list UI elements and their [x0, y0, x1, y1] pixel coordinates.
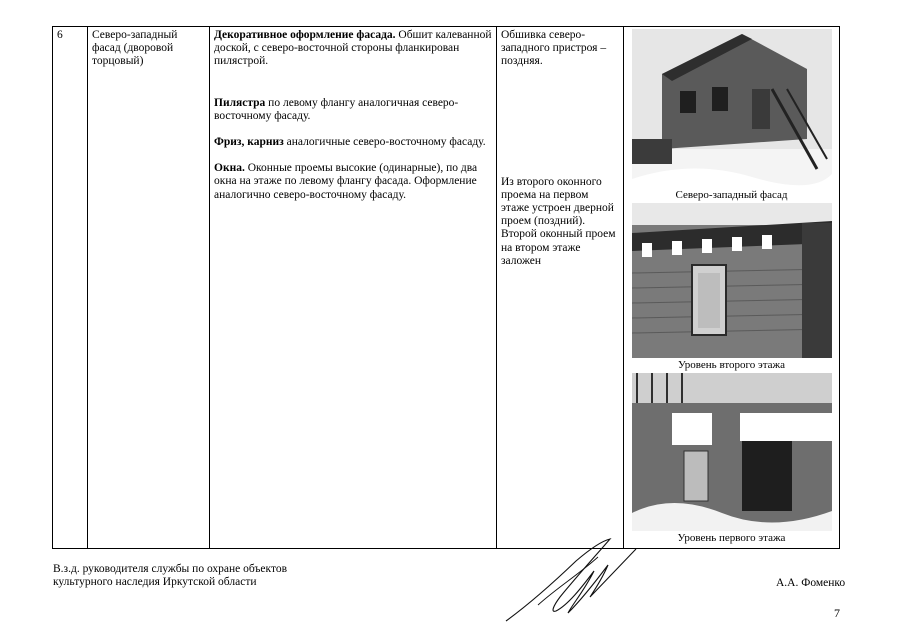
- photo-northwest-facade: [632, 29, 832, 188]
- signatory-line-1: В.з.д. руководителя службы по охране объектов: [53, 563, 287, 575]
- description-text-4: Оконные проемы высокие (одинарные), по два окна на этаже по левому флангу фасада. Оформление аналогично северо-восточному фасаду.: [214, 162, 478, 201]
- description-para-2: [214, 97, 492, 123]
- description-para-4: [214, 162, 492, 202]
- description-para-3: [214, 136, 492, 149]
- note-1: Обшивка северо-западного пристроя – поздняя.: [501, 29, 607, 68]
- photo-second-floor: [632, 203, 832, 358]
- photo-caption-1: Северо-западный фасад: [675, 189, 788, 201]
- signature-mark: [498, 535, 638, 627]
- description-text-3: аналогичные северо-восточному фасаду.: [283, 136, 486, 149]
- photo-block-2: [628, 203, 835, 371]
- description-bold-1: Декоративное оформление фасада.: [214, 29, 396, 41]
- signatory-title: [53, 563, 287, 589]
- photo-caption-2: Уровень второго этажа: [677, 359, 786, 371]
- description-text-1: Обшит калеванной доской, с северо-восточной стороны фланкирован пилястрой.: [214, 29, 492, 68]
- signatory-name: А.А. Фоменко: [776, 577, 846, 589]
- description-bold-4: Окна.: [214, 162, 245, 175]
- table-row: [53, 27, 840, 549]
- facade-notes: [497, 27, 624, 549]
- row-number: 6: [53, 27, 88, 549]
- photo-block-3: [628, 373, 835, 544]
- facade-description: [210, 27, 497, 549]
- description-text-2: по левому флангу аналогичная северо-восточному фасаду.: [214, 96, 459, 122]
- note-2: Из второго оконного проема на первом этаже устроен дверной проем (поздний). Второй оконный проем на втором этаже заложен: [501, 175, 616, 267]
- page-number: 7: [834, 606, 840, 620]
- signatory-line-2: культурного наследия Иркутской области: [53, 576, 257, 588]
- description-bold-3: Фриз, карниз: [214, 136, 284, 149]
- description-para-1: [214, 29, 492, 69]
- heritage-table: [52, 26, 840, 549]
- photo-block-1: [628, 29, 835, 201]
- photo-column: [624, 27, 840, 549]
- photo-first-floor: [632, 373, 832, 531]
- photo-caption-3: Уровень первого этажа: [677, 532, 786, 544]
- facade-name: Северо-западный фасад (дворовой торцовый): [88, 27, 210, 549]
- description-bold-2: Пилястра: [214, 96, 266, 109]
